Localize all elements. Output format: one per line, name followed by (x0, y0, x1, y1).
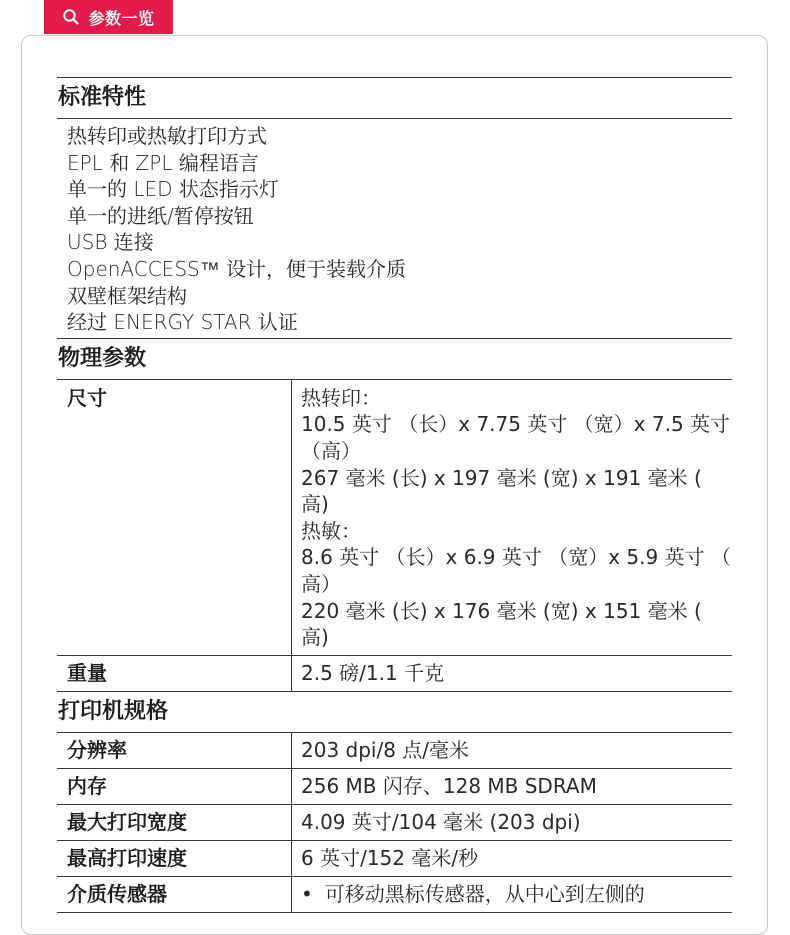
spec-value: 4.09 英寸/104 毫米 (203 dpi) (292, 804, 733, 840)
table-row (57, 840, 732, 876)
table-row (57, 732, 732, 768)
size-line: （高） (301, 438, 361, 463)
list-item: 热转印或热敏打印方式 (67, 124, 267, 148)
table-row (57, 768, 732, 804)
search-icon (62, 8, 80, 26)
weight-label: 重量 (57, 655, 292, 691)
physical-spec-table (57, 379, 732, 692)
size-line: 8.6 英寸 （长）x 6.9 英寸 （宽）x 5.9 英寸 （ (301, 545, 731, 570)
size-value (292, 379, 733, 655)
spec-label: 分辨率 (57, 732, 292, 768)
media-sensor-text: • 可移动黑标传感器，从中心到左侧的 (301, 882, 645, 906)
size-line: 高) (301, 625, 329, 650)
list-item: 经过 ENERGY STAR 认证 (67, 310, 298, 335)
table-row (57, 876, 732, 912)
section-title-physical: 物理参数 (58, 345, 147, 371)
section-title-printer: 打印机规格 (58, 698, 169, 724)
list-item: 双壁框架结构 (67, 283, 187, 308)
size-line: 220 毫米 (长) x 176 毫米 (宽) x 151 毫米 ( (301, 598, 702, 623)
size-line: 高) (301, 492, 329, 517)
spec-value: 6 英寸/152 毫米/秒 (292, 840, 733, 876)
table-row (57, 379, 732, 655)
weight-value: 2.5 磅/1.1 千克 (292, 655, 733, 691)
parameters-tab[interactable] (44, 0, 173, 34)
list-item: EPL 和 ZPL 编程语言 (67, 150, 259, 175)
size-line: 高） (301, 571, 341, 596)
size-line: 热敏： (301, 518, 361, 543)
parameters-tab-label: 参数一览 (88, 8, 155, 28)
spec-label: 内存 (57, 768, 292, 804)
standard-features-list (57, 119, 732, 338)
size-line: 267 毫米 (长) x 197 毫米 (宽) x 191 毫米 ( (301, 465, 702, 490)
list-item: 单一的进纸/暂停按钮 (67, 203, 254, 228)
spec-content (57, 77, 732, 913)
list-item: 单一的 LED 状态指示灯 (67, 177, 279, 202)
table-row (57, 804, 732, 840)
spec-label: 最大打印宽度 (57, 804, 292, 840)
spec-value: 203 dpi/8 点/毫米 (292, 732, 733, 768)
spec-label: 介质传感器 (57, 876, 292, 912)
printer-spec-table (57, 732, 732, 913)
section-title-standard: 标准特性 (58, 85, 147, 110)
size-line: 热转印： (301, 385, 381, 410)
spec-label: 最高打印速度 (57, 840, 292, 876)
list-item: OpenACCESS™ 设计，便于装载介质 (67, 256, 407, 281)
size-label: 尺寸 (57, 379, 292, 655)
list-item: USB 连接 (67, 230, 154, 255)
size-line: 10.5 英寸 （长）x 7.75 英寸 （宽）x 7.5 英寸 (301, 412, 731, 437)
spec-value (292, 876, 733, 912)
table-row (57, 655, 732, 691)
spec-value: 256 MB 闪存、128 MB SDRAM (292, 768, 733, 804)
